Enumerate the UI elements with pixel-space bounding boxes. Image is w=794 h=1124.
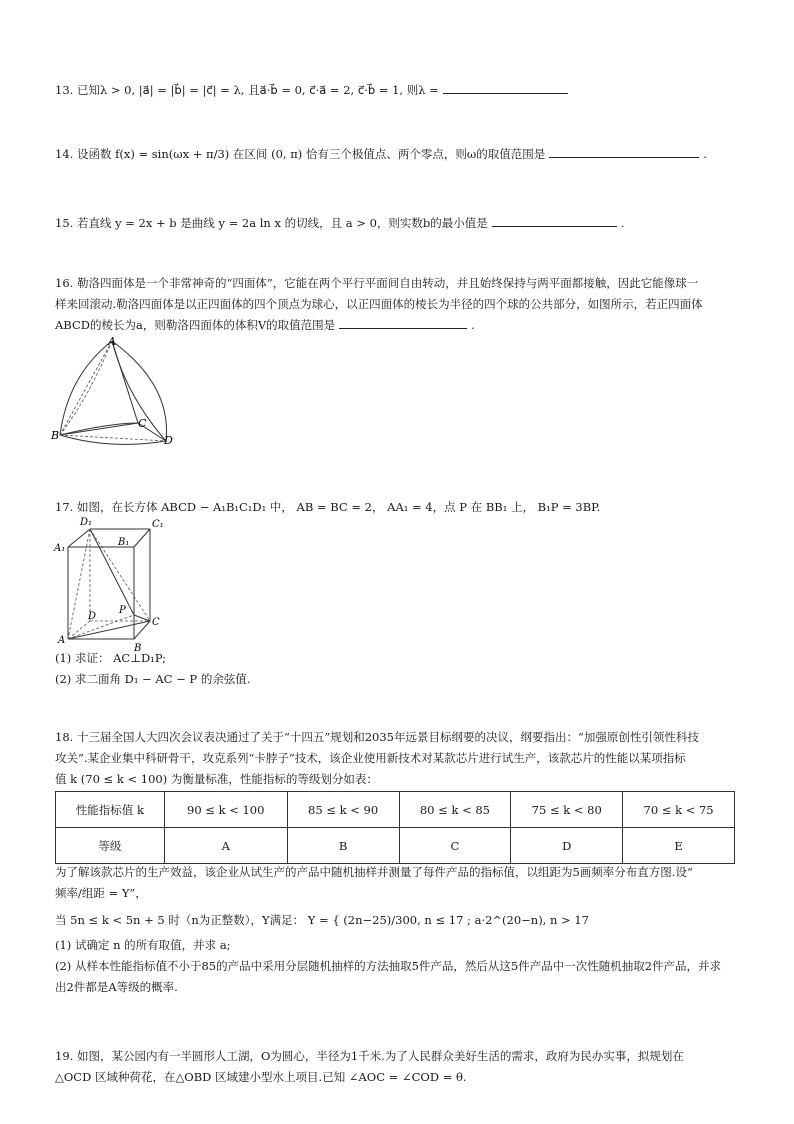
label-D1: D₁ [80, 517, 93, 528]
question-16-line: 样来回滚动.勒洛四面体是以正四面体的四个顶点为球心，以正四面体的棱长为半径的四个球的公共部分，如图所示，若正四面体 [55, 297, 703, 311]
cuboid-figure [52, 515, 172, 655]
question-18-piecewise: 当 5n ≤ k < 5n + 5 时（n为正整数），Y满足： Y = { (2n−25)/300, n ≤ 17 ; a·2^(20−n), n > 17 [55, 913, 589, 927]
question-19-line: 19. 如图，某公园内有一半圆形人工湖，O为圆心，半径为1千米.为了人民群众美好生活的需求，政府为民办实事，拟规划在 [55, 1049, 684, 1063]
question-17-part-1: (1) 求证： AC⊥D₁P; [55, 651, 167, 665]
table-cell: 70 ≤ k < 75 [623, 792, 735, 828]
answer-blank[interactable] [492, 213, 617, 227]
table-row [56, 792, 735, 828]
question-17-parts [55, 648, 744, 690]
table-cell: 75 ≤ k < 80 [511, 792, 623, 828]
question-18-line: 值 k (70 ≤ k < 100) 为衡量标准，性能指标的等级划分如表： [55, 772, 378, 786]
question-18-continued [55, 862, 744, 998]
question-18-line: 攻关”.某企业集中科研骨干，攻克系列“卡脖子”技术，该企业使用新技术对某款芯片进行试生产，该款芯片的性能以某项指标 [55, 751, 686, 765]
label-A1: A₁ [54, 543, 66, 554]
question-18-part-2-cont: 出2件都是A等级的概率. [55, 980, 178, 994]
label-C: C [152, 617, 160, 628]
answer-blank[interactable] [549, 144, 699, 158]
question-18 [55, 727, 744, 790]
table-cell: C [399, 828, 511, 864]
table-cell: D [511, 828, 623, 864]
label-B: B [134, 643, 142, 654]
grade-table [55, 791, 735, 864]
question-19-line: △OCD 区域种荷花，在△OBD 区域建小型水上项目.已知 ∠AOC = ∠COD = θ. [55, 1070, 467, 1084]
reuleaux-tetrahedron-figure [50, 335, 190, 450]
question-15-text: 15. 若直线 y = 2x + b 是曲线 y = 2a ln x 的切线，且 a > 0，则实数b的最小值是 [55, 216, 488, 230]
label-D: D [164, 434, 173, 447]
label-D: D [88, 611, 97, 622]
label-A: A [108, 335, 116, 348]
table-cell: 90 ≤ k < 100 [164, 792, 287, 828]
table-header-cell: 性能指标值 k [56, 792, 165, 828]
period: . [471, 318, 475, 332]
label-C: C [138, 417, 147, 430]
label-P: P [119, 605, 126, 616]
question-18-line: 18. 十三届全国人大四次会议表决通过了关于“十四五”规划和2035年远景目标纲要的决议，纲要指出：“加强原创性引领性科技 [55, 730, 699, 744]
question-17-part-2: (2) 求二面角 D₁ − AC − P 的余弦值. [55, 672, 251, 686]
answer-blank[interactable] [339, 315, 467, 329]
question-13 [55, 80, 744, 101]
period: . [703, 147, 707, 161]
question-13-text: 13. 已知λ > 0, |a⃗| = |b⃗| = |c⃗| = λ, 且a⃗·b⃗ = 0, c⃗·a⃗ = 2, c⃗·b⃗ = 1, 则λ = [55, 83, 439, 97]
question-16-line: ABCD的棱长为a，则勒洛四面体的体积V的取值范围是 [55, 318, 336, 332]
question-18-part-1: (1) 试确定 n 的所有取值，并求 a; [55, 938, 231, 952]
label-B1: B₁ [118, 537, 130, 548]
question-16 [55, 273, 744, 336]
label-B: B [51, 429, 60, 442]
question-18-part-2: (2) 从样本性能指标值不小于85的产品中采用分层随机抽样的方法抽取5件产品，然后从这5件产品中一次性随机抽取2件产品，并求 [55, 959, 722, 973]
question-18-line: 频率/组距 = Y”， [55, 886, 147, 900]
period: . [620, 216, 625, 230]
table-row [56, 828, 735, 864]
label-A: A [58, 635, 66, 646]
question-19 [55, 1046, 744, 1088]
table-cell: A [164, 828, 287, 864]
question-18-line: 为了解该款芯片的生产效益，该企业从试生产的产品中随机抽样并测量了每件产品的指标值，以组距为5画频率分布直方图.设“ [55, 865, 693, 879]
table-cell: 80 ≤ k < 85 [399, 792, 511, 828]
table-header-cell: 等级 [56, 828, 165, 864]
question-14-text: 14. 设函数 f(x) = sin(ωx + π/3) 在区间 (0, π) 恰有三个极值点、两个零点，则ω的取值范围是 [55, 147, 546, 161]
table-cell: 85 ≤ k < 90 [287, 792, 399, 828]
question-14 [55, 144, 744, 165]
question-17-line: 17. 如图，在长方体 ABCD − A₁B₁C₁D₁ 中， AB = BC = 2， AA₁ = 4，点 P 在 BB₁ 上， B₁P = 3BP. [55, 500, 601, 514]
answer-blank[interactable] [443, 80, 568, 94]
question-16-line: 16. 勒洛四面体是一个非常神奇的“四面体”，它能在两个平行平面间自由转动，并且始终保持与两平面都接触，因此它能像球一 [55, 276, 699, 290]
question-15 [55, 213, 744, 234]
label-C1: C₁ [152, 519, 164, 530]
table-cell: E [623, 828, 735, 864]
table-cell: B [287, 828, 399, 864]
